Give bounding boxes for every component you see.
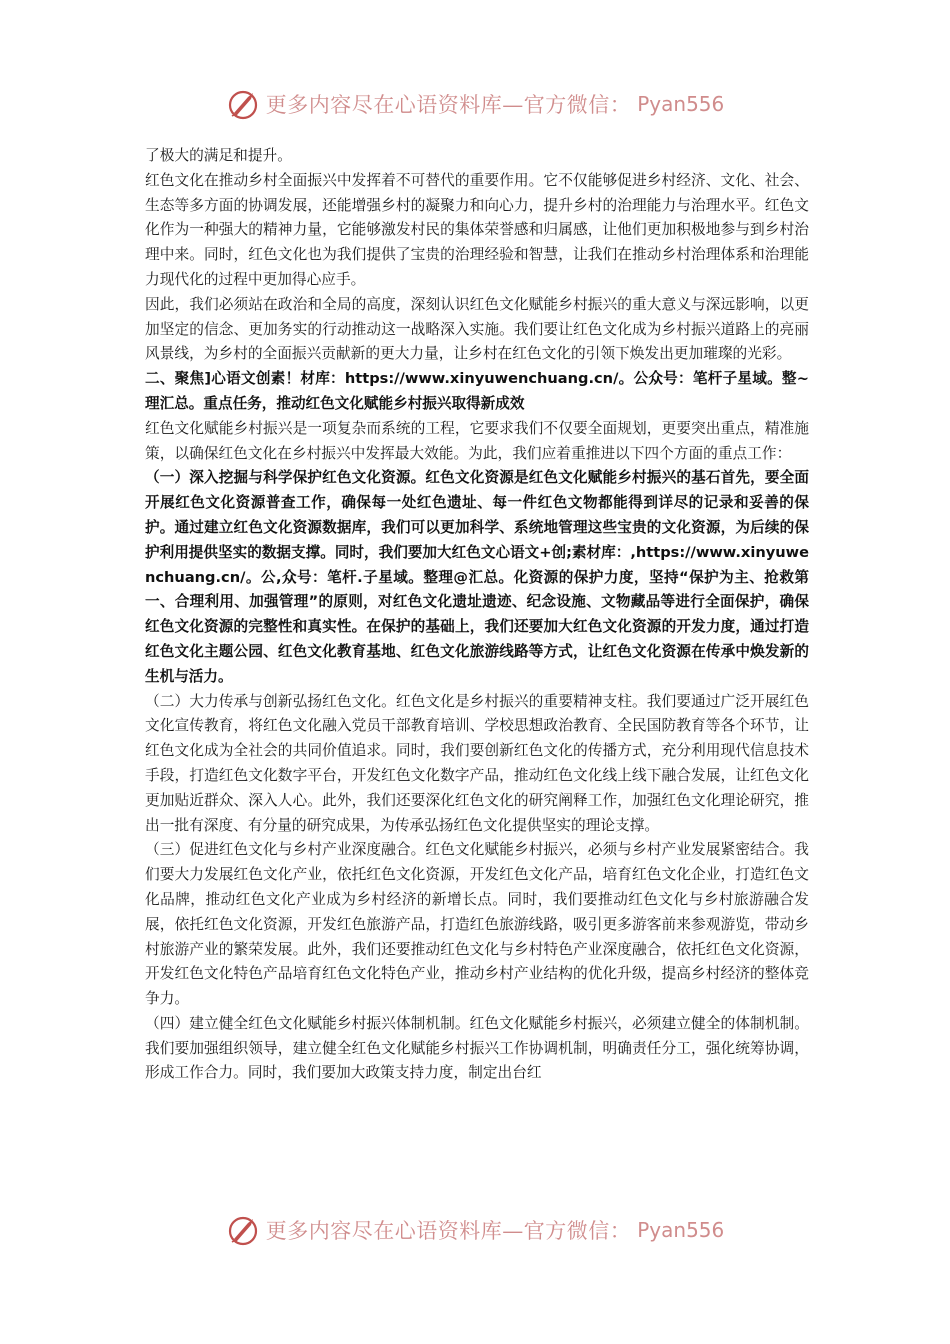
pen-logo-icon — [226, 87, 260, 121]
header-banner — [0, 84, 950, 124]
banner-contact: Pyan556 — [637, 92, 725, 116]
banner-text: 更多内容尽在心语资料库—官方微信： — [265, 93, 632, 117]
paragraph: 因此，我们必须站在政治和全局的高度，深刻认识红色文化赋能乡村振兴的重大意义与深远影响，以更加坚定的信念、更加务实的行动推动这一战略深入实施。我们要让红色文化成为乡村振兴道路上的亮丽风景线，为乡村的全面振兴贡献新的更大力量，让乡村在红色文化的引领下焕发出更加璀璨的光彩。 — [145, 295, 809, 363]
banner-text: 更多内容尽在心语资料库—官方微信： — [265, 1219, 632, 1243]
paragraph: 了极大的满足和提升。 — [145, 147, 292, 164]
footer-banner — [0, 1210, 950, 1250]
pen-logo-icon — [226, 1213, 260, 1247]
paragraph: 红色文化赋能乡村振兴是一项复杂而系统的工程，它要求我们不仅要全面规划，更要突出重点，精准施策，以确保红色文化在乡村振兴中发挥最大效能。为此，我们应着重推进以下四个方面的重点工作： — [145, 419, 809, 462]
paragraph: 红色文化在推动乡村全面振兴中发挥着不可替代的重要作用。它不仅能够促进乡村经济、文化、社会、生态等多方面的协调发展，还能增强乡村的凝聚力和向心力，提升乡村的治理能力与治理水平。红色文化作为一种强大的精神力量，它能够激发村民的集体荣誉感和归属感，让他们更加积极地参与到乡村治理中来。同时，红色文化也为我们提供了宝贵的治理经验和智慧，让我们在推动乡村治理体系和治理能力现代化的过程中更加得心应手。 — [145, 171, 809, 288]
section-heading: 二、聚焦]心语文创素！材库：https://www.xinyuwenchuang.cn/。公众号：笔杆子星域。整~理汇总。重点任务，推动红色文化赋能乡村振兴取得新成效 — [145, 370, 809, 412]
paragraph: （二）大力传承与创新弘扬红色文化。红色文化是乡村振兴的重要精神支柱。我们要通过广泛开展红色文化宣传教育，将红色文化融入党员干部教育培训、学校思想政治教育、全民国防教育等各个环节，让红色文化成为全社会的共同价值追求。同时，我们要创新红色文化的传播方式，充分利用现代信息技术手段，打造红色文化数字平台，开发红色文化数字产品，推动红色文化线上线下融合发展，让红色文化更加贴近群众、深入人心。此外，我们还要深化红色文化的研究阐释工作，加强红色文化理论研究，推出一批有深度、有分量的研究成果，为传承弘扬红色文化提供坚实的理论支撑。 — [145, 692, 809, 834]
body-text — [145, 144, 809, 1086]
paragraph: （四）建立健全红色文化赋能乡村振兴体制机制。红色文化赋能乡村振兴，必须建立健全的体制机制。我们要加强组织领导，建立健全红色文化赋能乡村振兴工作协调机制，明确责任分工，强化统筹协调，形成工作合力。同时，我们要加大政策支持力度，制定出台红 — [145, 1014, 809, 1082]
paragraph: （三）促进红色文化与乡村产业深度融合。红色文化赋能乡村振兴，必须与乡村产业发展紧密结合。我们要大力发展红色文化产业，依托红色文化资源，开发红色文化产品，培育红色文化企业，打造红色文化品牌，推动红色文化产业成为乡村经济的新增长点。同时，我们要推动红色文化与乡村旅游融合发展，依托红色文化资源，开发红色旅游产品，打造红色旅游线路，吸引更多游客前来参观游览，带动乡村旅游产业的繁荣发展。此外，我们还要推动红色文化与乡村特色产业深度融合，依托红色文化资源，开发红色文化特色产品培育红色文化特色产业，推动乡村产业结构的优化升级，提高乡村经济的整体竞争力。 — [145, 841, 809, 1008]
paragraph-bold: （一）深入挖掘与科学保护红色文化资源。红色文化资源是红色文化赋能乡村振兴的基石首先，要全面开展红色文化资源普查工作，确保每一处红色遗址、每一件红色文物都能得到详尽的记录和妥善的保护。通过建立红色文化资源数据库，我们可以更加科学、系统地管理这些宝贵的文化资源，为后续的保护利用提供坚实的数据支撑。同时，我们要加大红色文心语文+创;素材库：,https://www.xinyuwenchuang.cn/。公,众号：笔杆.子星域。整理@汇总。化资源的保护力度，坚持“保护为主、抢救第一、合理利用、加强管理”的原则，对红色文化遗址遗迹、纪念设施、文物藏品等进行全面保护，确保红色文化资源的完整性和真实性。在保护的基础上，我们还要加大红色文化资源的开发力度，通过打造红色文化主题公园、红色文化教育基地、红色文化旅游线路等方式，让红色文化资源在传承中焕发新的生机与活力。 — [145, 469, 809, 685]
banner-contact: Pyan556 — [637, 1218, 725, 1242]
